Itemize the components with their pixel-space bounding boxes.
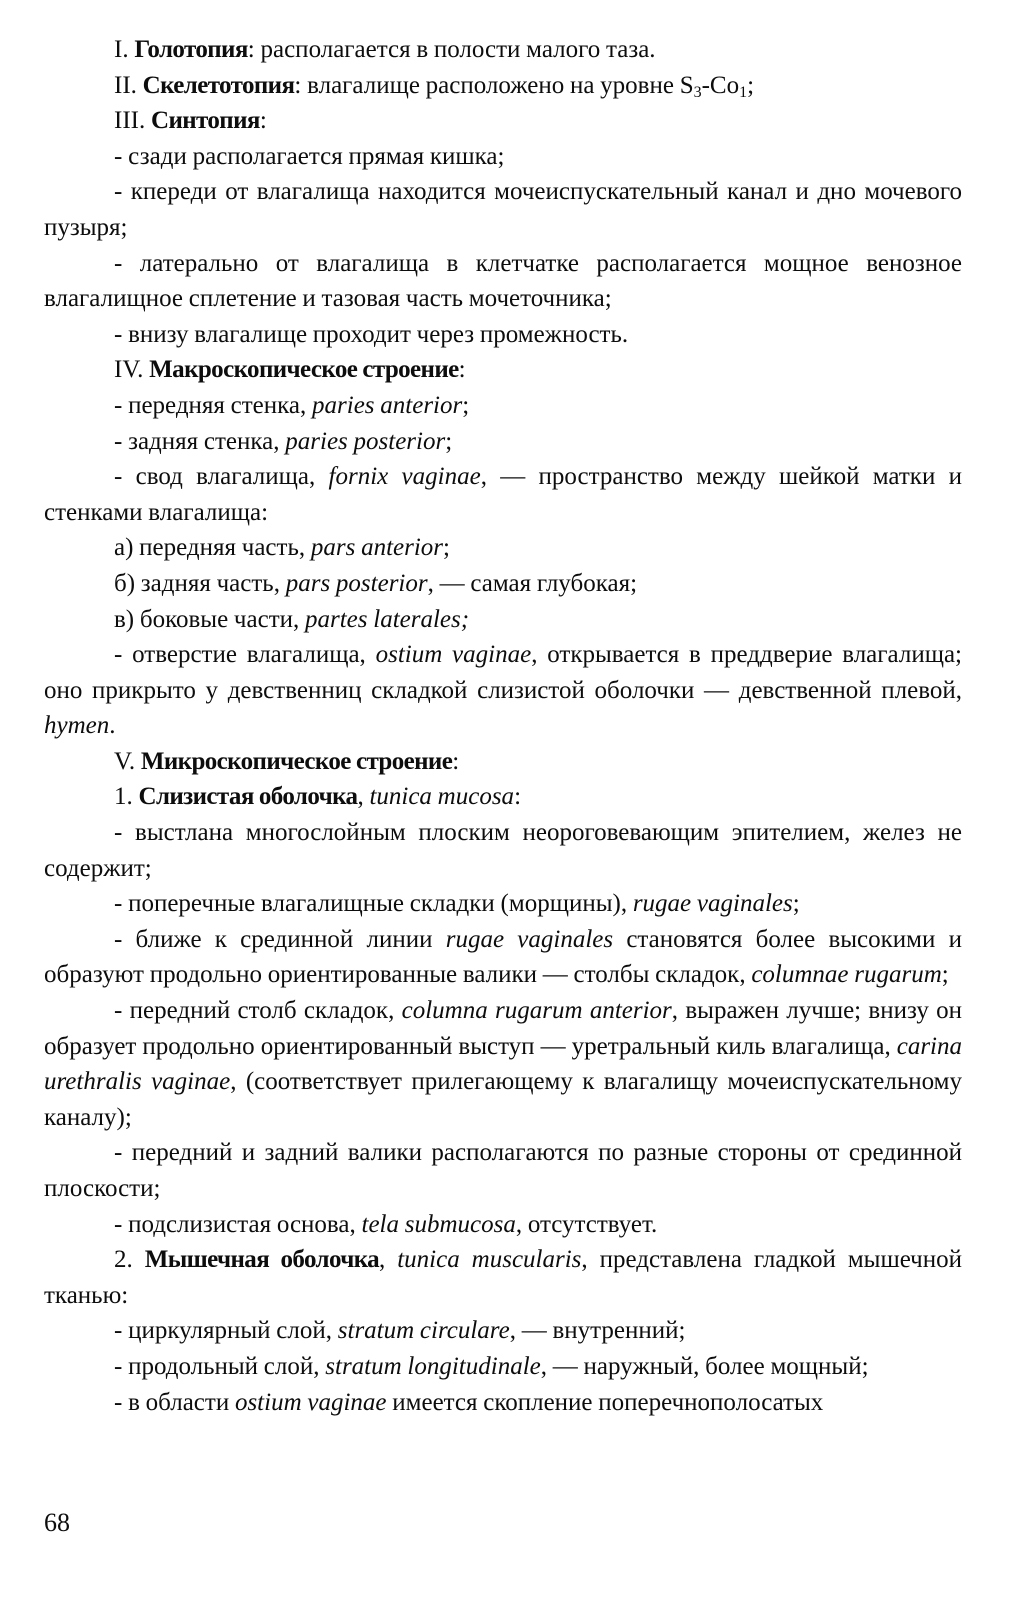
text-run: - продольный слой, — [114, 1352, 326, 1380]
text-run: , отсутствует. — [515, 1210, 658, 1238]
text-paragraph — [44, 1349, 962, 1385]
text-run: , (соответствует прилегающему к влагалищу мочеиспускательному каналу); — [44, 1068, 962, 1131]
text-run: V. — [114, 747, 141, 775]
text-run: , представлена гладкой мышечной тканью: — [44, 1246, 963, 1309]
text-run: : влагалище расположено на уровне S — [294, 71, 694, 99]
latin-term: rugae vaginales — [445, 925, 614, 953]
text-paragraph — [44, 602, 962, 638]
text-run: , — [357, 783, 370, 811]
section-heading: Мышечная оболочка — [144, 1246, 380, 1274]
latin-term: paries posterior — [285, 427, 446, 455]
text-run: : — [259, 107, 267, 135]
subscript: 1 — [739, 83, 748, 101]
text-run: ; — [443, 534, 450, 562]
text-run: : — [458, 356, 466, 384]
latin-term: stratum longitudinale — [325, 1352, 541, 1380]
text-paragraph — [44, 566, 962, 602]
text-run: , — наружный, более мощный; — [540, 1352, 869, 1380]
text-run: - латерально от влагалища в клетчатке располагается мощное венозное влагалищное сплетение и тазовая часть мочеточника; — [44, 249, 962, 313]
text-run: - подслизистая основа, — [114, 1210, 362, 1238]
text-run: , — [379, 1246, 398, 1274]
text-run: - отверстие влагалища, — [114, 641, 376, 669]
text-run: - в области — [114, 1388, 235, 1416]
text-paragraph — [44, 993, 962, 1135]
text-run: : — [452, 747, 460, 775]
latin-term: tunica mucosa — [369, 783, 515, 811]
text-paragraph — [44, 530, 962, 566]
text-run: - кпереди от влагалища находится мочеиспускательный канал и дно мочевого пузыря; — [44, 178, 962, 241]
text-run: - ближе к срединной линии — [114, 925, 446, 953]
text-paragraph — [44, 32, 962, 68]
text-run: 1. — [114, 783, 139, 811]
text-run: , — пространство между шейкой матки и стенками влагалища: — [44, 463, 963, 526]
text-run: - передняя стенка, — [114, 391, 313, 419]
text-paragraph — [44, 1135, 962, 1206]
text-run: . — [109, 712, 116, 740]
text-paragraph — [44, 886, 962, 922]
page-number: 68 — [44, 1508, 70, 1537]
text-run: ; — [462, 391, 470, 419]
page-body — [44, 32, 962, 1420]
text-run: -Co — [701, 71, 740, 99]
text-paragraph — [44, 744, 962, 780]
text-run: , выражен лучше; внизу он образует продольно ориентированный выступ — уретральный киль влагалища, — [44, 997, 963, 1060]
text-paragraph — [44, 246, 962, 317]
latin-term: pars posterior — [285, 569, 428, 597]
text-run: , — самая глубокая; — [427, 569, 638, 597]
text-paragraph — [44, 459, 962, 530]
subscript: 3 — [693, 83, 702, 101]
latin-term: fornix vaginae — [328, 463, 481, 491]
text-run: - внизу влагалище проходит через промежность. — [114, 320, 629, 348]
text-run: I. — [114, 36, 135, 63]
text-run: - выстлана многослойным плоским неороговевающим эпителием, желез не содержит; — [44, 819, 962, 882]
text-paragraph — [44, 317, 962, 353]
latin-term: tela submucosa — [361, 1210, 516, 1238]
text-run: - передний и задний валики располагаются по разные стороны от срединной плоскости; — [44, 1139, 962, 1202]
text-paragraph — [44, 779, 962, 815]
text-run: : — [514, 783, 522, 811]
text-paragraph — [44, 1207, 962, 1243]
text-paragraph — [44, 139, 962, 175]
latin-term: ostium vaginae — [234, 1388, 387, 1416]
text-paragraph — [44, 68, 962, 104]
text-run: - свод влагалища, — [114, 463, 329, 491]
latin-term: ostium vaginae — [375, 641, 532, 669]
text-run: б) задняя часть, — [114, 569, 286, 597]
section-heading: Микроскопическое строение — [140, 747, 453, 775]
text-run: - передний столб складок, — [114, 997, 402, 1025]
text-run: , открывается в преддверие влагалища; оно прикрыто у девственниц складкой слизистой оболочки — девственной плевой, — [44, 641, 962, 704]
text-paragraph — [44, 1242, 962, 1313]
text-run: 2. — [114, 1246, 145, 1274]
section-heading: Голотопия — [134, 36, 248, 63]
text-paragraph — [44, 352, 962, 388]
text-paragraph — [44, 815, 962, 886]
latin-term: paries anterior — [312, 391, 463, 419]
latin-term: columna rugarum anterior — [401, 997, 672, 1025]
section-heading: Скелетотопия — [142, 71, 295, 99]
text-run: : располагается в полости малого таза. — [247, 36, 656, 63]
text-run: IV. — [114, 356, 150, 384]
text-run: имеется скопление поперечнополосатых — [386, 1388, 824, 1416]
text-run: становятся более высокими и образуют продольно ориентированные валики — столбы складок, — [44, 925, 962, 989]
text-paragraph — [44, 922, 962, 993]
latin-term: hymen — [44, 712, 110, 740]
text-run: ; — [792, 890, 800, 918]
latin-term: partes laterales; — [305, 605, 470, 633]
text-paragraph — [44, 174, 962, 245]
latin-term: columnae rugarum — [751, 961, 942, 989]
text-run: - сзади располагается прямая кишка; — [114, 142, 505, 170]
latin-term: pars anterior — [310, 534, 444, 562]
text-run: - циркулярный слой, — [114, 1317, 338, 1345]
text-run: , — внутренний; — [509, 1317, 686, 1345]
section-heading: Слизистая оболочка — [138, 783, 358, 811]
text-run: - задняя стенка, — [114, 427, 286, 455]
text-run: - поперечные влагалищные складки (морщины), — [114, 890, 633, 918]
text-paragraph — [44, 103, 962, 139]
latin-term: carina urethralis vaginae — [44, 1032, 962, 1096]
text-run: III. — [114, 107, 151, 135]
latin-term: tunica muscularis — [397, 1246, 582, 1274]
text-paragraph — [44, 1385, 962, 1421]
text-paragraph — [44, 388, 962, 424]
text-run: ; — [445, 427, 453, 455]
text-paragraph — [44, 637, 962, 744]
text-run: II. — [114, 71, 143, 99]
section-heading: Синтопия — [150, 107, 260, 135]
text-run: ; — [747, 71, 755, 99]
text-run: ; — [941, 961, 949, 989]
text-run: в) боковые части, — [114, 605, 305, 633]
latin-term: rugae vaginales — [632, 890, 793, 918]
text-run: а) передняя часть, — [114, 534, 311, 562]
text-paragraph — [44, 1313, 962, 1349]
latin-term: stratum circulare — [337, 1317, 510, 1345]
text-paragraph — [44, 424, 962, 460]
section-heading: Макроскопическое строение — [149, 356, 459, 384]
